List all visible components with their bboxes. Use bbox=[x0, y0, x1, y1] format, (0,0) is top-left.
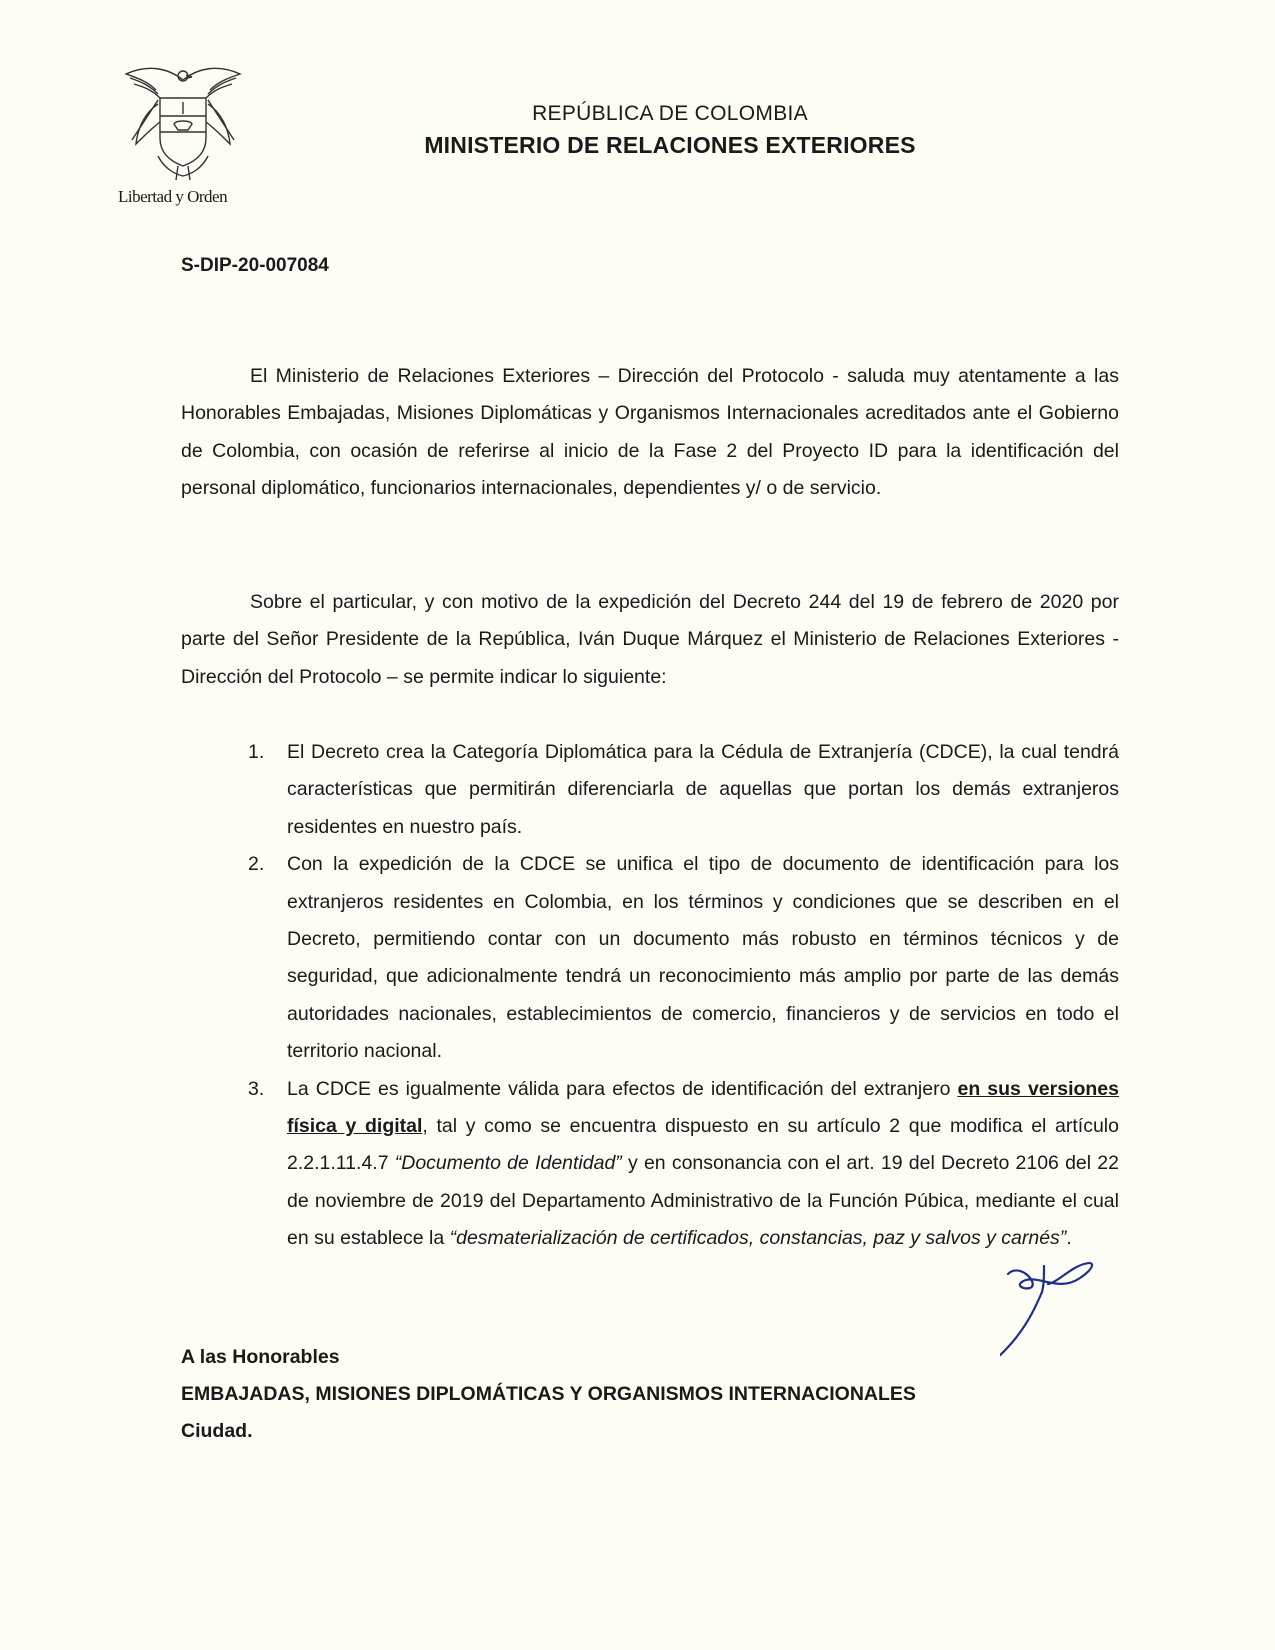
coat-of-arms bbox=[118, 60, 248, 210]
item3-text-d: . bbox=[1066, 1227, 1072, 1250]
addressee-line-3: Ciudad. bbox=[181, 1420, 253, 1442]
signature-icon bbox=[1000, 1258, 1160, 1418]
item3-text-a: La CDCE es igualmente válida para efectos de identificación del extranjero bbox=[287, 1077, 958, 1100]
item3-text-c: y en consonancia con el art. 19 del Decreto 2106 del 22 de noviembre de 2019 del Departamento Administrativo de la Función Púbica, mediante el cual en su establece la bbox=[287, 1152, 1119, 1250]
list-item-text bbox=[287, 1078, 1119, 1250]
coat-of-arms-icon bbox=[118, 60, 248, 185]
addressee-line-1: A las Honorables bbox=[181, 1346, 340, 1368]
list-item-text: El Decreto crea la Categoría Diplomática para la Cédula de Extranjería (CDCE), la cual tendrá características que permitirán diferenciarla de aquellas que portan los demás extranjeros residentes en nuestro país. bbox=[287, 741, 1119, 838]
list-item-number: 2. bbox=[248, 853, 265, 876]
item3-italic-1: “Documento de Identidad” bbox=[394, 1152, 622, 1175]
letterhead bbox=[380, 102, 960, 159]
numbered-list bbox=[248, 734, 1119, 1258]
list-item bbox=[248, 846, 1119, 1070]
paragraph-decree: Sobre el particular, y con motivo de la expedición del Decreto 244 del 19 de febrero de 2020 por parte del Señor Presidente de la República, Iván Duque Márquez el Ministerio de Relaciones Exteriores - Dirección del Protocolo – se permite indicar lo siguiente: bbox=[181, 591, 1119, 688]
list-item-number: 1. bbox=[248, 741, 265, 763]
seal-motto: Libertad y Orden bbox=[118, 187, 228, 206]
ministry-name: MINISTERIO DE RELACIONES EXTERIORES bbox=[424, 132, 916, 158]
list-item bbox=[248, 734, 1119, 846]
list-item bbox=[248, 1071, 1119, 1258]
addressee-block bbox=[181, 1339, 916, 1450]
addressee-line-2: EMBAJADAS, MISIONES DIPLOMÁTICAS Y ORGANISMOS INTERNACIONALES bbox=[181, 1383, 916, 1405]
reference-number: S-DIP-20-007084 bbox=[181, 255, 329, 276]
item3-italic-2: “desmaterialización de certificados, constancias, paz y salvos y carnés” bbox=[449, 1227, 1067, 1250]
item3-text-b: , tal y como se encuentra dispuesto en su artículo 2 que modifica el artículo 2.2.1.11.4.7 bbox=[287, 1115, 1119, 1175]
country-name: REPÚBLICA DE COLOMBIA bbox=[532, 102, 808, 125]
item3-underlined: en sus versiones física y digital bbox=[287, 1077, 1119, 1138]
paragraph-intro: El Ministerio de Relaciones Exteriores – Dirección del Protocolo - saluda muy atentamente a las Honorables Embajadas, Misiones Diplomáticas y Organismos Internacionales acreditados ante el Gobierno de Colombia, con ocasión de referirse al inicio de la Fase 2 del Proyecto ID para la identificación del personal diplomático, funcionarios internacionales, dependientes y/ o de servicio. bbox=[181, 365, 1119, 500]
list-item-number: 3. bbox=[248, 1077, 265, 1100]
list-item-text: Con la expedición de la CDCE se unifica el tipo de documento de identificación para los extranjeros residentes en Colombia, en los términos y condiciones que se describen en el Decreto, permitiendo contar con un documento más robusto en términos técnicos y de seguridad, que adicionalmente tendrá un reconocimiento más amplio por parte de las demás autoridades nacionales, establecimientos de comercio, financieros y de servicios en todo el territorio nacional. bbox=[287, 853, 1119, 1063]
